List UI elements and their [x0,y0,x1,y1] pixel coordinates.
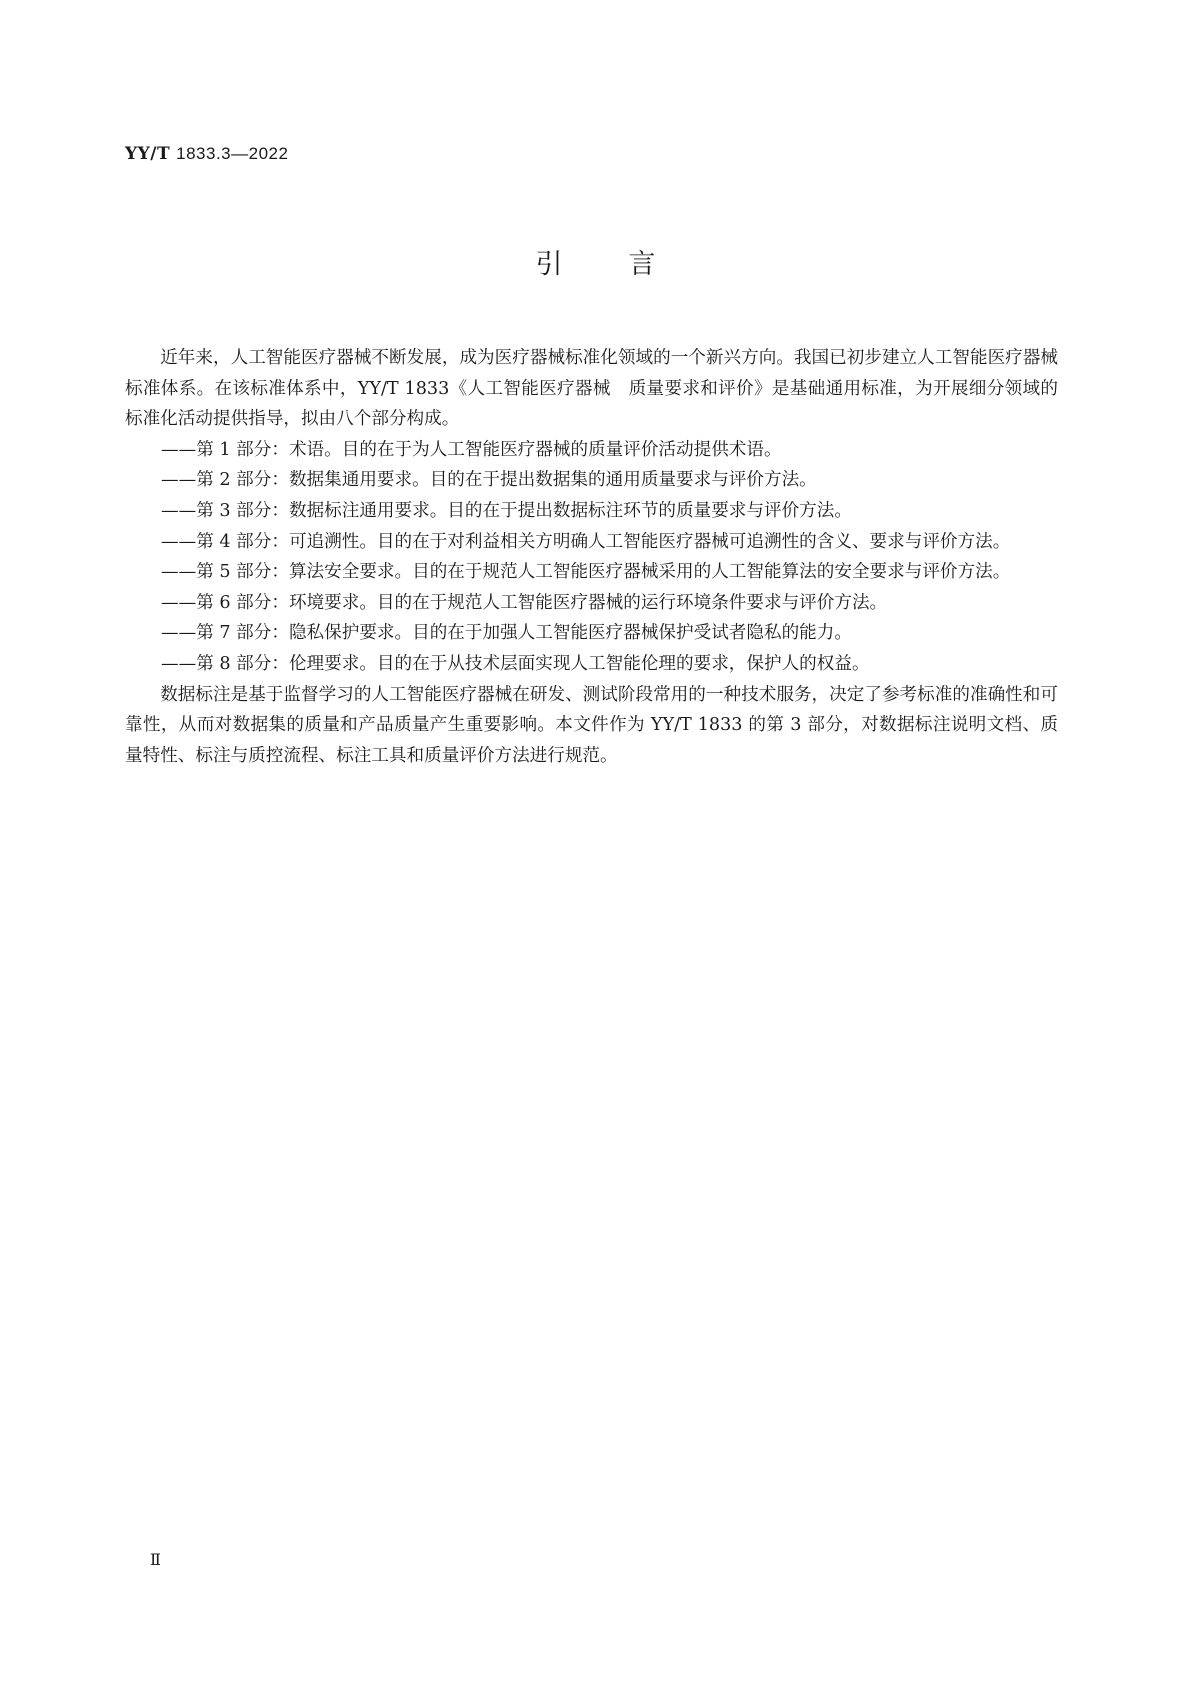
closing-paragraph: 数据标注是基于监督学习的人工智能医疗器械在研发、测试阶段常用的一种技术服务，决定了参考标准的准确性和可靠性，从而对数据集的质量和产品质量产生重要影响。本文件作为 YY/T 1833 的第 3 部分，对数据标注说明文档、质量特性、标注与质控流程、标注工具和质量评价方法进行规范。 [125,684,1058,766]
page-number: Ⅱ [150,1550,161,1569]
list-item-part-7: ——第 7 部分：隐私保护要求。目的在于加强人工智能医疗器械保护受试者隐私的能力。 [161,623,852,644]
list-item-part-5: ——第 5 部分：算法安全要求。目的在于规范人工智能医疗器械采用的人工智能算法的安全要求与评价方法。 [161,562,1011,583]
list-item-part-6: ——第 6 部分：环境要求。目的在于规范人工智能医疗器械的运行环境条件要求与评价方法。 [161,592,888,613]
document-body [125,343,1058,771]
page-title: 引言 [535,249,722,280]
standard-prefix: YY/T [125,144,171,164]
standard-number: 1833.3—2022 [176,144,289,163]
list-item-part-3: ——第 3 部分：数据标注通用要求。目的在于提出数据标注环节的质量要求与评价方法。 [161,500,852,521]
document-header [125,144,288,164]
list-item-part-8: ——第 8 部分：伦理要求。目的在于从技术层面实现人工智能伦理的要求，保护人的权益。 [161,653,870,674]
list-item-part-2: ——第 2 部分：数据集通用要求。目的在于提出数据集的通用质量要求与评价方法。 [161,470,817,491]
list-item-part-1: ——第 1 部分：术语。目的在于为人工智能医疗器械的质量评价活动提供术语。 [161,439,782,460]
intro-paragraph: 近年来，人工智能医疗器械不断发展，成为医疗器械标准化领域的一个新兴方向。我国已初步建立人工智能医疗器械标准体系。在该标准体系中，YY/T 1833《人工智能医疗器械 质量要求和评价》是基础通用标准，为开展细分领域的标准化活动提供指导，拟由八个部分构成。 [125,348,1058,430]
list-item-part-4: ——第 4 部分：可追溯性。目的在于对利益相关方明确人工智能医疗器械可追溯性的含义、要求与评价方法。 [161,531,1011,552]
